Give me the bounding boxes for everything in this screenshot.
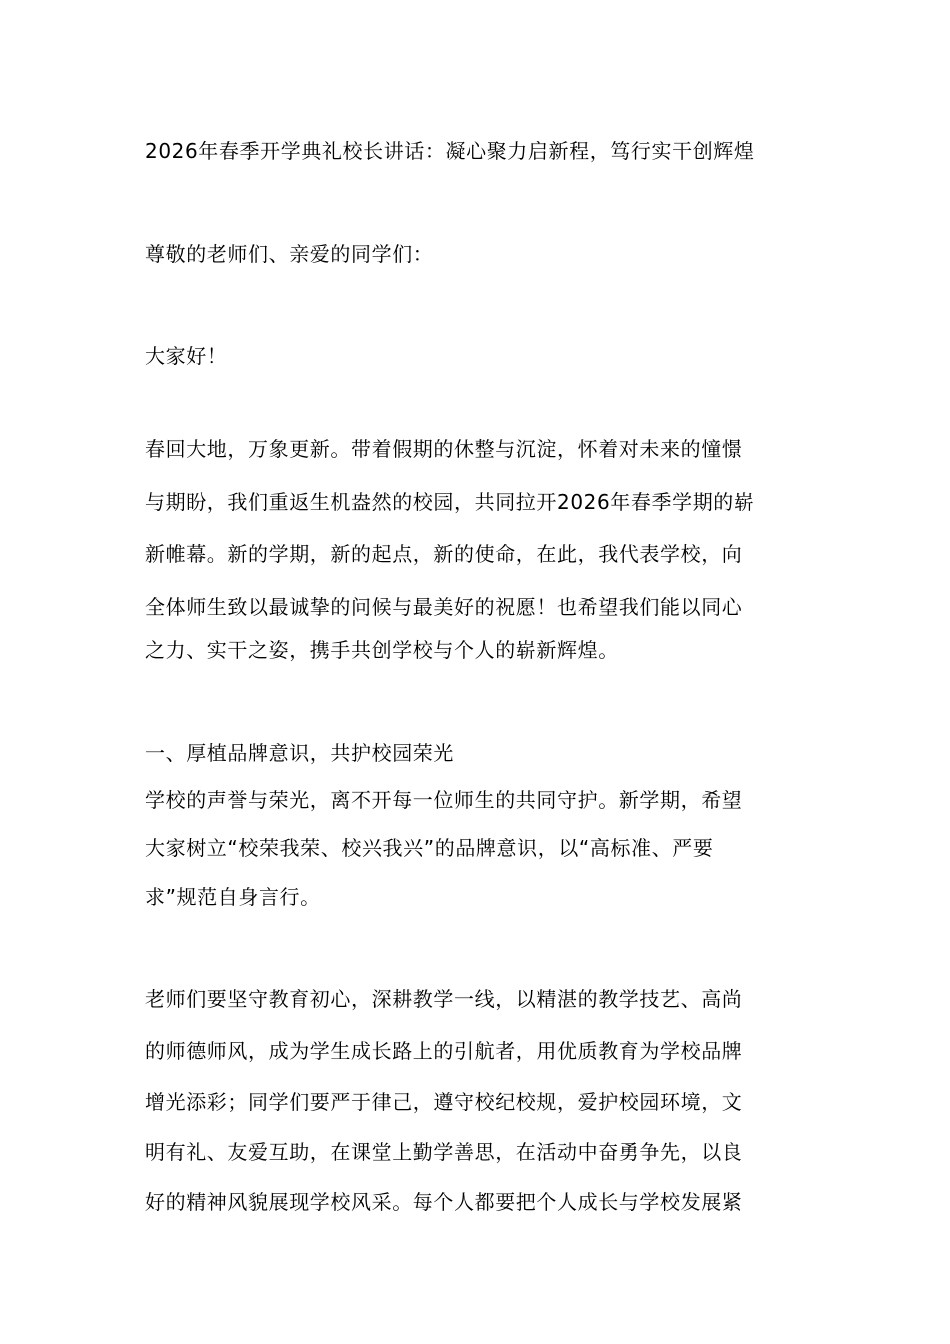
paragraph-line: 的师德师风，成为学生成长路上的引航者，用优质教育为学校品牌 bbox=[145, 1039, 743, 1063]
section-heading: 一、厚植品牌意识，共护校园荣光 bbox=[145, 741, 454, 765]
greeting: 大家好！ bbox=[145, 344, 228, 368]
paragraph-line: 全体师生致以最诚挚的问候与最美好的祝愿！也希望我们能以同心 bbox=[145, 595, 743, 619]
paragraph-line: 求”规范自身言行。 bbox=[145, 885, 321, 909]
paragraph-line: 大家树立“校荣我荣、校兴我兴”的品牌意识，以“高标准、严要 bbox=[145, 836, 714, 860]
paragraph-line: 与期盼，我们重返生机盎然的校园，共同拉开2026年春季学期的崭 bbox=[145, 490, 755, 514]
paragraph-line: 新帷幕。新的学期，新的起点，新的使命，在此，我代表学校，向 bbox=[145, 542, 743, 566]
document-title: 2026年春季开学典礼校长讲话：凝心聚力启新程，笃行实干创辉煌 bbox=[145, 139, 755, 163]
paragraph-line: 之力、实干之姿，携手共创学校与个人的崭新辉煌。 bbox=[145, 638, 619, 662]
paragraph-line: 增光添彩；同学们要严于律己，遵守校纪校规，爱护校园环境，文 bbox=[145, 1090, 743, 1114]
paragraph-line: 老师们要坚守教育初心，深耕教学一线，以精湛的教学技艺、高尚 bbox=[145, 987, 743, 1011]
paragraph-line: 春回大地，万象更新。带着假期的休整与沉淀，怀着对未来的憧憬 bbox=[145, 437, 743, 461]
paragraph-line: 明有礼、友爱互助，在课堂上勤学善思，在活动中奋勇争先，以良 bbox=[145, 1140, 743, 1164]
salutation: 尊敬的老师们、亲爱的同学们： bbox=[145, 242, 434, 266]
paragraph-line: 好的精神风貌展现学校风采。每个人都要把个人成长与学校发展紧 bbox=[145, 1190, 743, 1214]
paragraph-line: 学校的声誉与荣光，离不开每一位师生的共同守护。新学期，希望 bbox=[145, 788, 743, 812]
